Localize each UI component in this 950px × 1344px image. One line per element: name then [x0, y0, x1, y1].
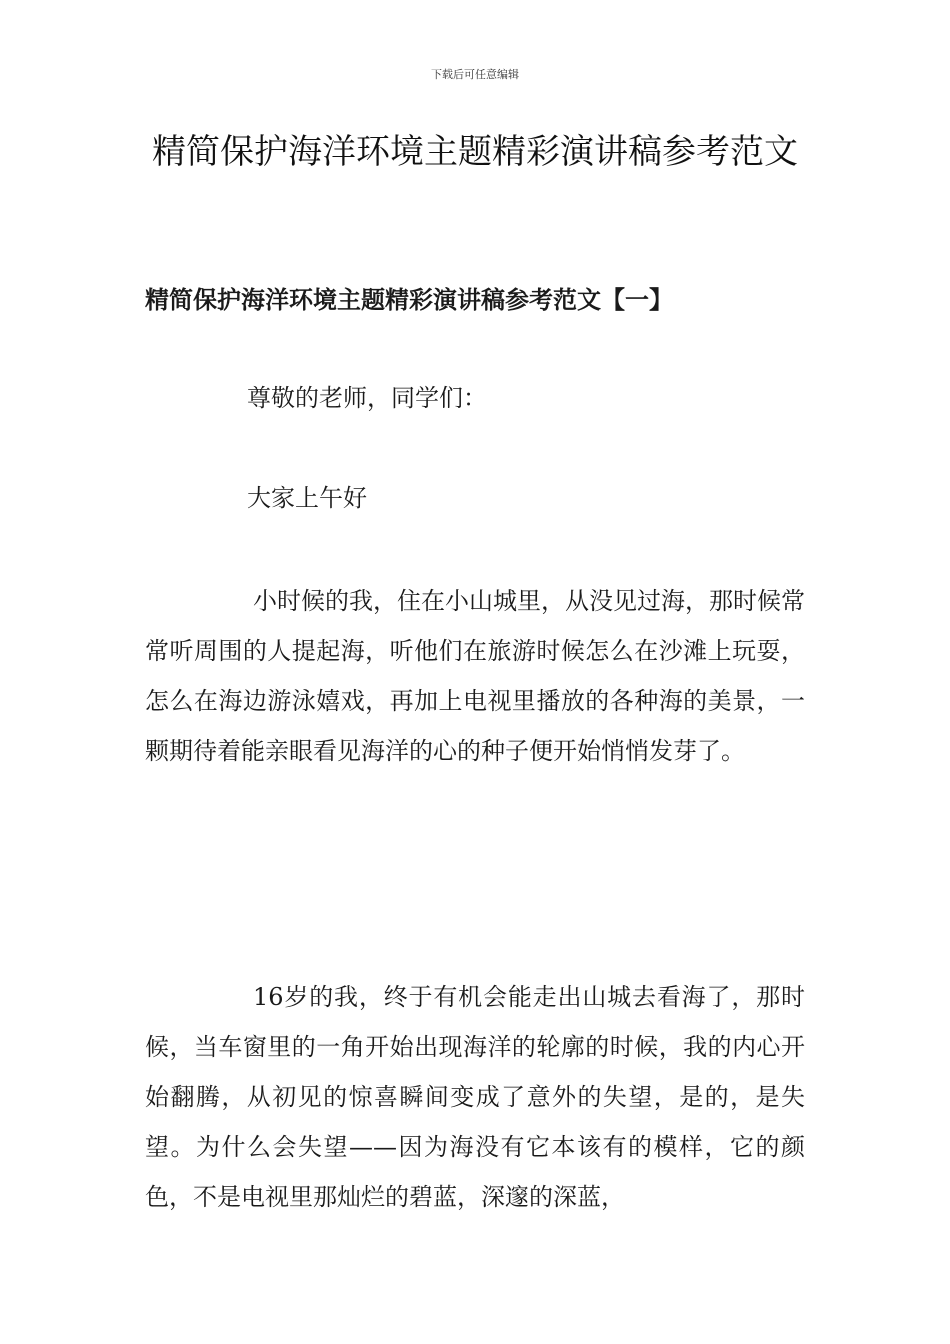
header-note: 下载后可任意编辑	[431, 68, 519, 81]
greeting: 尊敬的老师，同学们：	[247, 384, 487, 412]
paragraph-1: 小时候的我，住在小山城里，从没见过海，那时候常常听周围的人提起海，听他们在旅游时候怎么在沙滩上玩耍，怎么在海边游泳嬉戏，再加上电视里播放的各种海的美景，一颗期待着能亲眼看见海洋的心的种子便开始悄悄发芽了。	[145, 587, 805, 765]
section-title: 精简保护海洋环境主题精彩演讲稿参考范文【一】	[145, 285, 673, 314]
paragraph-2: 16岁的我，终于有机会能走出山城去看海了，那时候，当车窗里的一角开始出现海洋的轮廓的时候，我的内心开始翻腾，从初见的惊喜瞬间变成了意外的失望，是的，是失望。为什么会失望——因为海没有它本该有的模样，它的颜色，不是电视里那灿烂的碧蓝，深邃的深蓝，	[145, 983, 805, 1211]
good-morning: 大家上午好	[247, 484, 367, 512]
document-title: 精简保护海洋环境主题精彩演讲稿参考范文	[152, 132, 798, 172]
